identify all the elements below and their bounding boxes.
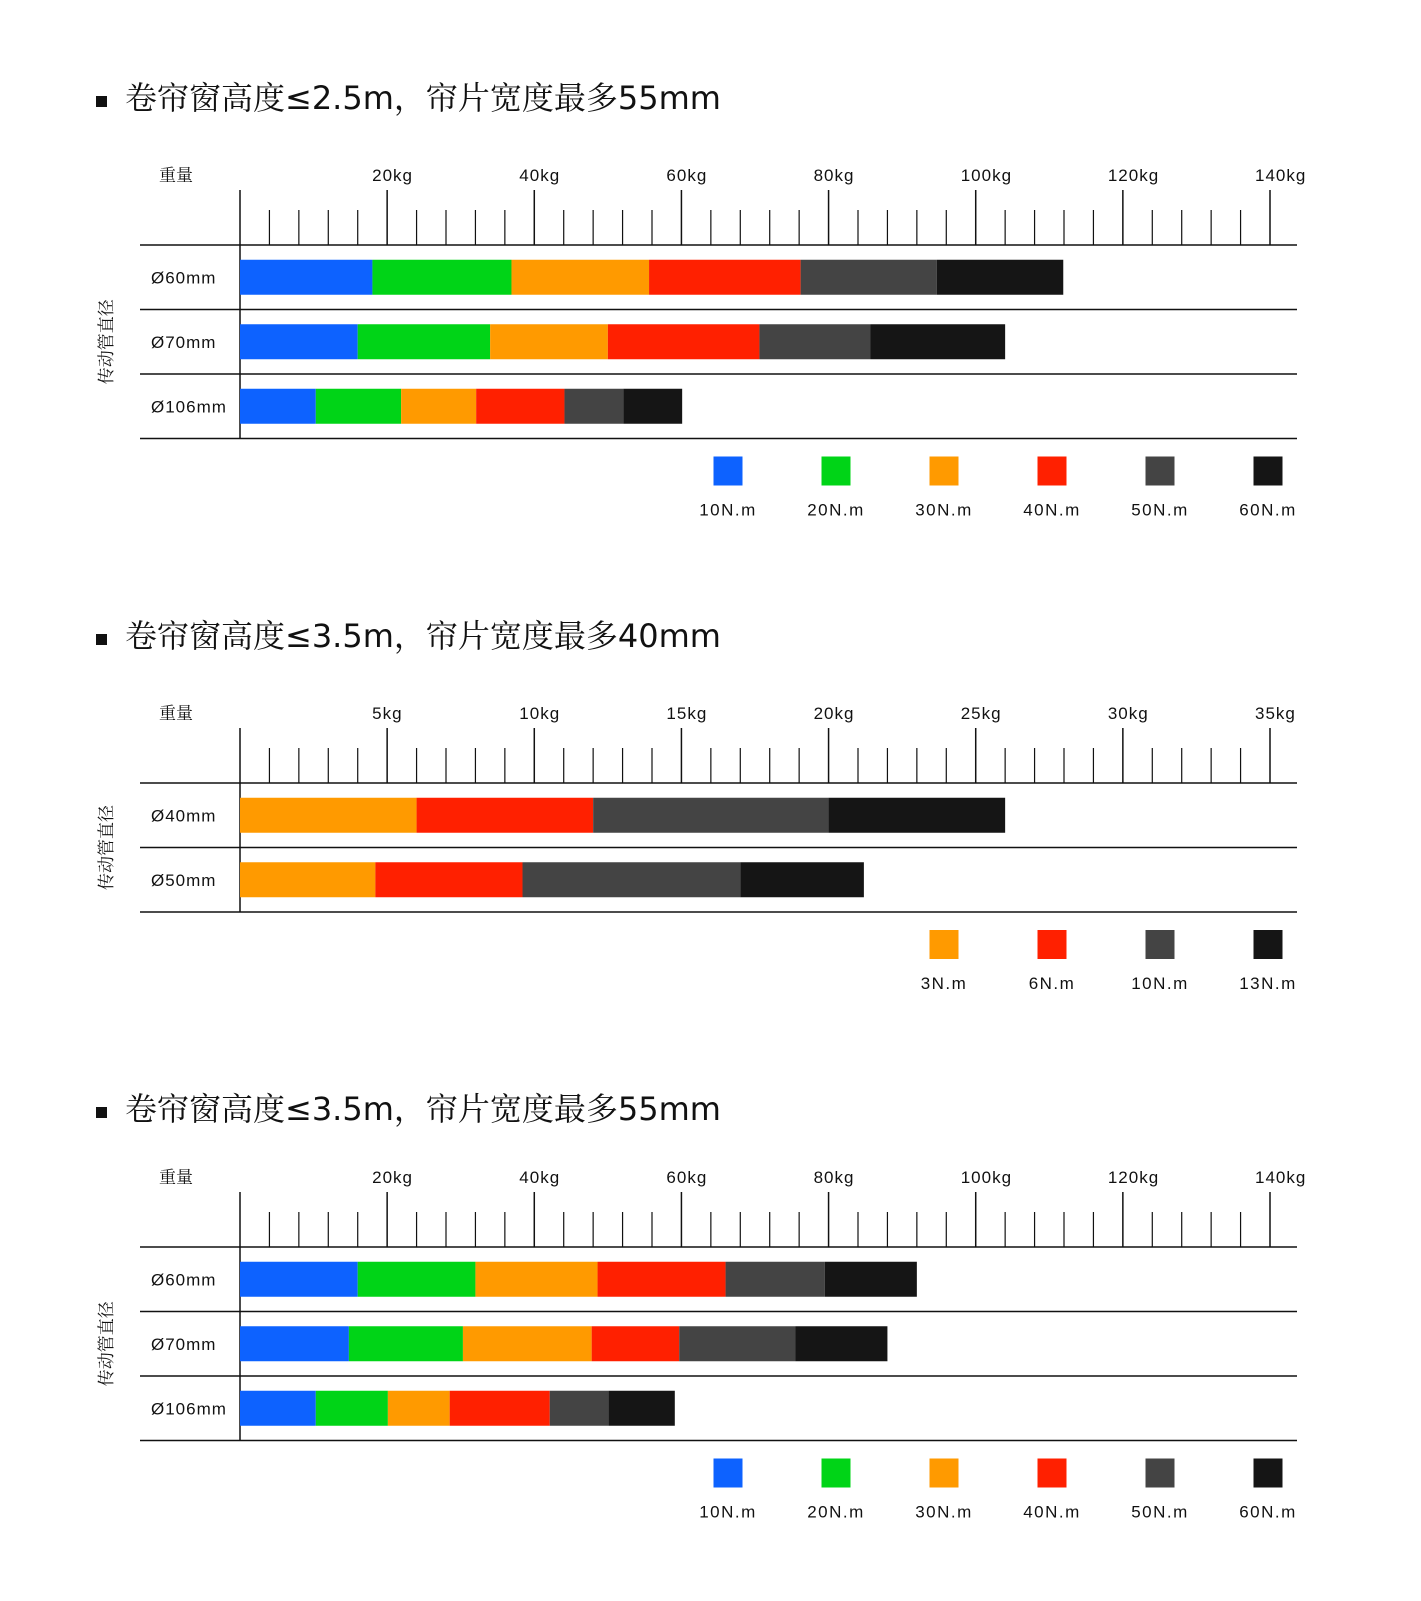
bar-segment <box>759 324 870 359</box>
x-axis-title: 重量 <box>159 166 193 186</box>
x-tick-label: 140kg <box>1255 166 1307 185</box>
bar-segment <box>490 324 608 359</box>
bar-segment <box>476 389 564 424</box>
legend-swatch <box>1254 1459 1283 1488</box>
bar-segment <box>795 1326 887 1361</box>
legend-label: 50N.m <box>1131 1502 1189 1522</box>
bar-segment <box>463 1326 592 1361</box>
bar-segment <box>825 1262 917 1297</box>
category-label: Ø40mm <box>151 806 217 826</box>
legend-swatch <box>1146 457 1175 486</box>
category-label: Ø106mm <box>151 397 227 417</box>
x-axis-title: 重量 <box>159 704 193 724</box>
x-tick-label: 35kg <box>1255 704 1296 723</box>
bar-segment <box>450 1391 550 1426</box>
legend-label: 10N.m <box>1131 974 1189 993</box>
x-tick-label: 10kg <box>519 704 561 723</box>
category-label: Ø70mm <box>151 1334 217 1354</box>
legend-swatch <box>822 1459 851 1488</box>
legend-swatch <box>930 1459 959 1488</box>
bar-segment <box>649 260 801 295</box>
x-tick-label: 5kg <box>372 704 403 723</box>
x-tick-label: 20kg <box>813 704 855 723</box>
bar-segment <box>609 1391 675 1426</box>
chart-title <box>96 78 721 118</box>
chart-title <box>96 616 721 656</box>
bar-segment <box>358 324 490 359</box>
x-tick-label: 100kg <box>960 166 1013 185</box>
bar-segment <box>349 1326 463 1361</box>
bar-segment <box>375 862 522 897</box>
legend-swatch <box>714 457 743 486</box>
bar-segment <box>417 798 594 833</box>
bar-segment <box>372 260 511 295</box>
bar-segment <box>523 862 741 897</box>
x-tick-label: 25kg <box>960 704 1002 723</box>
bar-segment <box>679 1326 795 1361</box>
chart-title-text: 卷帘窗高度≤3.5m，帘片宽度最多55mm <box>125 1090 721 1128</box>
legend-label: 50N.m <box>1131 500 1189 520</box>
legend-label: 10N.m <box>699 1502 757 1522</box>
x-tick-label: 30kg <box>1107 704 1149 723</box>
category-label: Ø60mm <box>151 1270 217 1290</box>
bar-segment <box>871 324 1006 359</box>
legend-label: 30N.m <box>915 1502 973 1522</box>
chart-title-text: 卷帘窗高度≤2.5m，帘片宽度最多55mm <box>125 79 721 117</box>
legend-label: 60N.m <box>1239 1502 1297 1522</box>
bar-segment <box>240 1391 316 1426</box>
legend-label: 10N.m <box>699 500 757 520</box>
legend-swatch <box>1038 930 1067 959</box>
bullet-icon <box>96 634 107 645</box>
x-tick-label: 20kg <box>372 166 414 185</box>
bar-segment <box>511 260 649 295</box>
legend-label: 60N.m <box>1239 500 1297 520</box>
x-tick-label: 120kg <box>1107 166 1160 185</box>
y-axis-title: 传动管直径 <box>97 1301 117 1387</box>
bar-segment <box>564 389 623 424</box>
legend-swatch <box>1254 457 1283 486</box>
bar-segment <box>240 1262 358 1297</box>
chart-title-text: 卷帘窗高度≤3.5m，帘片宽度最多40mm <box>125 617 721 655</box>
bar-segment <box>316 389 401 424</box>
x-tick-label: 80kg <box>813 166 855 185</box>
category-label: Ø70mm <box>151 332 217 352</box>
x-axis-title: 重量 <box>159 1168 193 1188</box>
bar-segment <box>388 1391 450 1426</box>
bar-segment <box>240 389 316 424</box>
legend-swatch <box>714 1459 743 1488</box>
y-axis-title: 传动管直径 <box>97 805 117 890</box>
category-label: Ø60mm <box>151 268 217 288</box>
x-tick-label: 60kg <box>666 1168 708 1187</box>
x-tick-label: 120kg <box>1107 1168 1160 1187</box>
x-tick-label: 60kg <box>666 166 708 185</box>
bar-segment <box>829 798 1006 833</box>
bullet-icon <box>96 1107 107 1118</box>
legend-label: 6N.m <box>1028 974 1076 993</box>
chart-title <box>96 1089 721 1129</box>
legend-label: 30N.m <box>915 500 973 520</box>
bar-segment <box>240 260 372 295</box>
legend-swatch <box>930 930 959 959</box>
x-tick-label: 140kg <box>1255 1168 1307 1187</box>
x-tick-label: 80kg <box>813 1168 855 1187</box>
bar-segment <box>937 260 1064 295</box>
x-tick-label: 40kg <box>519 1168 561 1187</box>
category-label: Ø106mm <box>151 1399 227 1419</box>
bar-segment <box>726 1262 825 1297</box>
bar-segment <box>593 798 828 833</box>
legend-label: 13N.m <box>1239 974 1297 993</box>
bar-segment <box>801 260 937 295</box>
bar-segment <box>358 1262 476 1297</box>
legend-label: 40N.m <box>1023 500 1081 520</box>
bar-segment <box>240 1326 349 1361</box>
x-tick-label: 100kg <box>960 1168 1013 1187</box>
bar-segment <box>550 1391 609 1426</box>
bullet-icon <box>96 96 107 107</box>
legend-label: 3N.m <box>920 974 968 993</box>
legend-label: 20N.m <box>807 500 865 520</box>
legend-swatch <box>1146 1459 1175 1488</box>
bar-segment <box>401 389 476 424</box>
bar-segment <box>240 798 417 833</box>
bar-segment <box>240 862 375 897</box>
bar-segment <box>240 324 358 359</box>
bar-segment <box>623 389 682 424</box>
bar-segment <box>740 862 864 897</box>
stacked-bar-chart-3 <box>0 1152 1421 1532</box>
x-tick-label: 15kg <box>666 704 708 723</box>
bar-segment <box>316 1391 388 1426</box>
legend-label: 20N.m <box>807 1502 865 1522</box>
stacked-bar-chart-2 <box>0 688 1421 1008</box>
stacked-bar-chart-1 <box>0 150 1421 530</box>
category-label: Ø50mm <box>151 870 217 890</box>
bar-segment <box>608 324 760 359</box>
x-tick-label: 20kg <box>372 1168 414 1187</box>
bar-segment <box>475 1262 597 1297</box>
legend-swatch <box>1038 1459 1067 1488</box>
y-axis-title: 传动管直径 <box>97 299 117 385</box>
bar-segment <box>598 1262 726 1297</box>
legend-swatch <box>1254 930 1283 959</box>
legend-swatch <box>822 457 851 486</box>
legend-label: 40N.m <box>1023 1502 1081 1522</box>
x-tick-label: 40kg <box>519 166 561 185</box>
legend-swatch <box>1146 930 1175 959</box>
legend-swatch <box>1038 457 1067 486</box>
legend-swatch <box>930 457 959 486</box>
bar-segment <box>592 1326 680 1361</box>
